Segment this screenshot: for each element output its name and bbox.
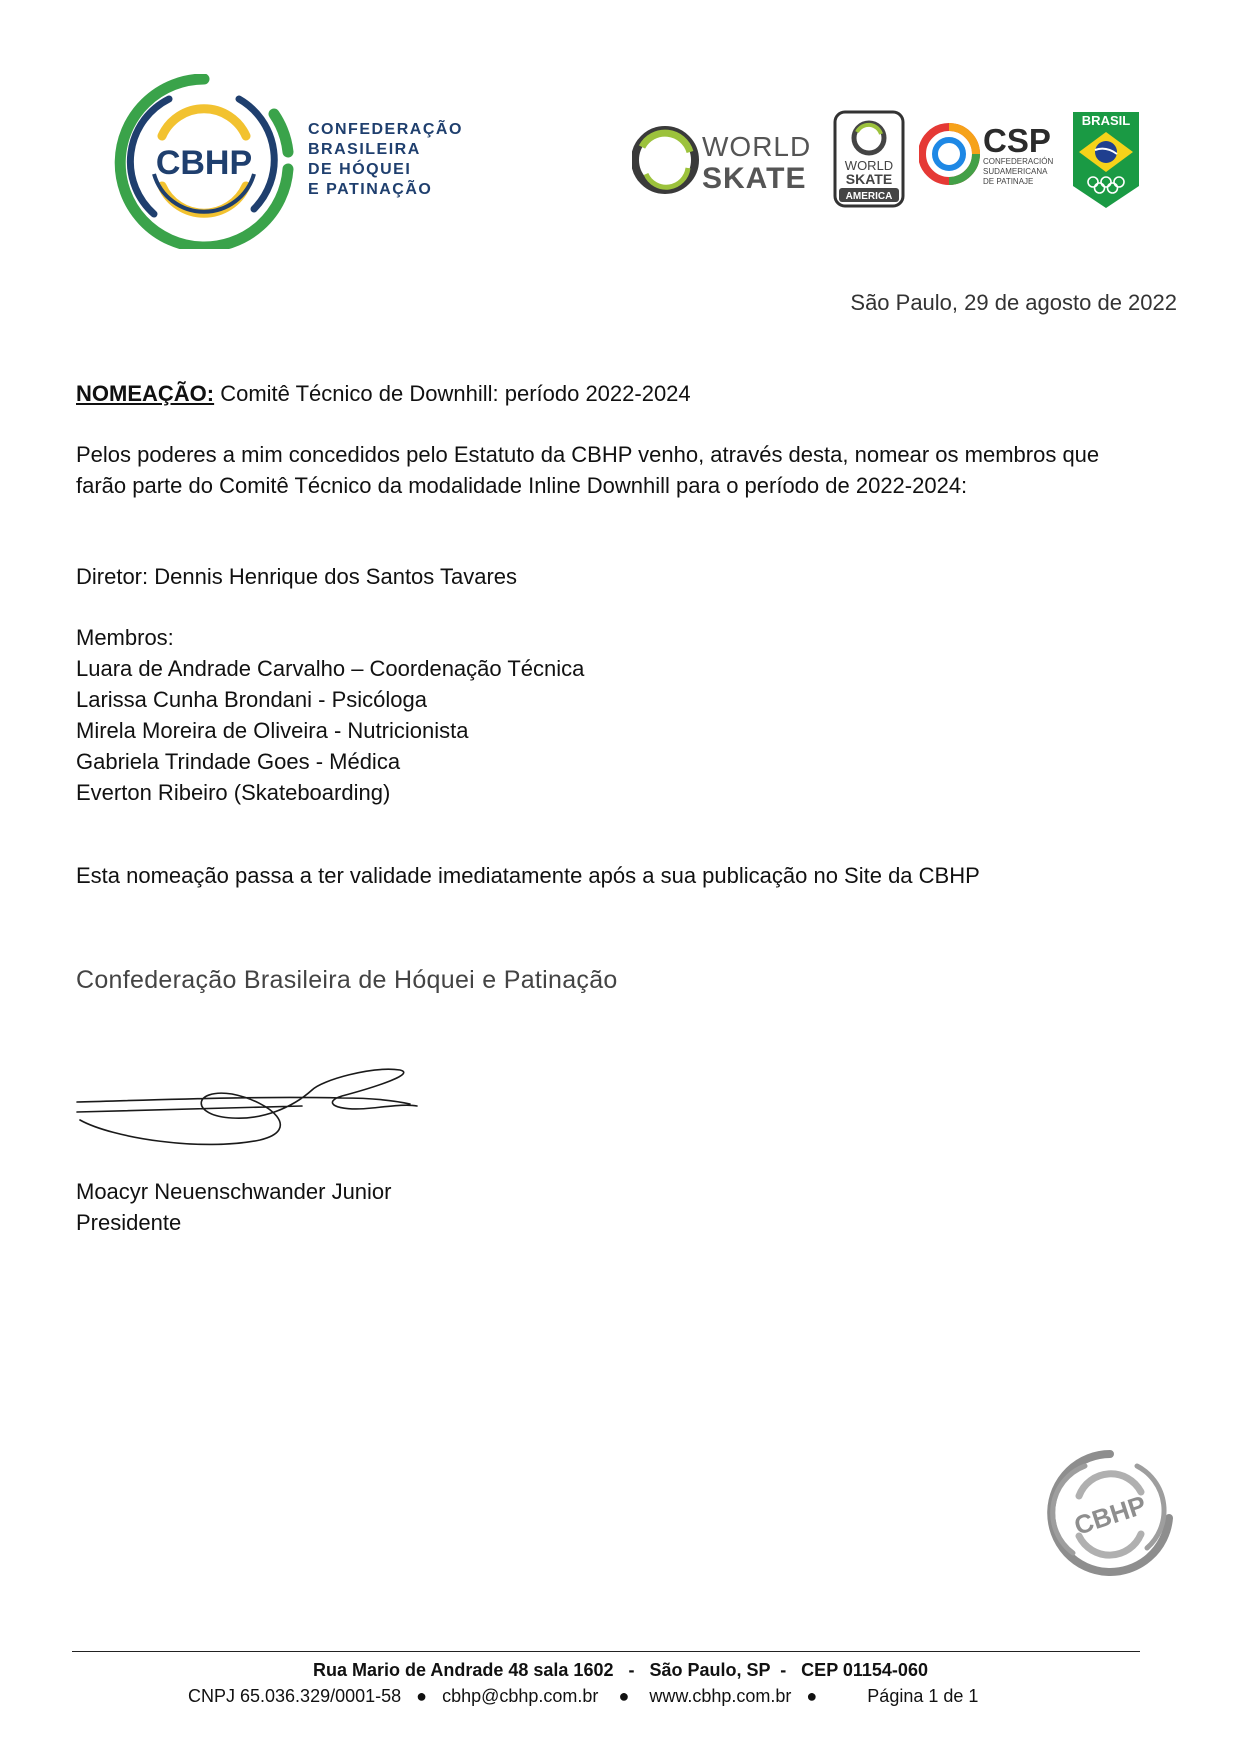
subject-label: NOMEAÇÃO: [76, 381, 215, 406]
wsa-line: SKATE [845, 171, 893, 187]
document-date: São Paulo, 29 de agosto de 2022 [850, 290, 1177, 315]
member-item: Larissa Cunha Brondani - Psicóloga [76, 687, 427, 712]
world-skate-line: SKATE [702, 162, 807, 195]
member-item: Everton Ribeiro (Skateboarding) [76, 780, 391, 805]
signatory-block [76, 1176, 392, 1238]
footer-contacts [188, 1686, 978, 1707]
cbhp-stamp-logo [1045, 1448, 1175, 1578]
handwritten-signature [72, 1060, 422, 1150]
footer-email: cbhp@cbhp.com.br [442, 1686, 599, 1706]
cbhp-name-line: BRASILEIRA [308, 141, 421, 158]
footer-page-number: Página 1 de 1 [867, 1686, 979, 1706]
csp-acronym: CSP [983, 122, 1051, 159]
members-list [76, 622, 584, 808]
cbhp-logo-name [308, 120, 463, 200]
bullet-icon: ● [416, 1686, 428, 1706]
subject-text: Comitê Técnico de Downhill: período 2022-2024 [214, 381, 691, 406]
world-skate-america-logo [833, 110, 905, 208]
csp-subtitle-line: DE PATINAJE [983, 177, 1034, 186]
world-skate-logo [632, 122, 812, 198]
subject-line [76, 378, 691, 409]
footer-address: Rua Mario de Andrade 48 sala 1602 - São Paulo, SP - CEP 01154-060 [313, 1660, 928, 1680]
csp-subtitle-line: CONFEDERACIÓN [983, 157, 1054, 166]
validity-statement: Esta nomeação passa a ter validade imediatamente após a sua publicação no Site da CBHP [76, 863, 980, 888]
director-line: Diretor: Dennis Henrique dos Santos Tavares [76, 564, 518, 589]
world-skate-line: WORLD [702, 131, 812, 162]
cbhp-name-line: DE HÓQUEI [308, 161, 412, 178]
intro-line: farão parte do Comitê Técnico da modalidade Inline Downhill para o período de 2022-2024: [76, 473, 968, 498]
member-item: Mirela Moreira de Oliveira - Nutricionista [76, 718, 469, 743]
stamp-acronym: CBHP [1070, 1489, 1150, 1541]
csp-logo [919, 116, 1054, 194]
cbhp-logo-acronym: CBHP [155, 144, 253, 182]
bullet-icon: ● [618, 1686, 630, 1706]
footer-divider [72, 1651, 1140, 1652]
signatory-title: Presidente [76, 1210, 182, 1235]
cbhp-name-line: E PATINAÇÃO [308, 181, 433, 198]
brasil-olympic-logo [1071, 110, 1141, 210]
member-item: Gabriela Trindade Goes - Médica [76, 749, 401, 774]
wsa-line: AMERICA [845, 191, 893, 202]
intro-paragraph [76, 439, 1099, 501]
members-title: Membros: [76, 625, 174, 650]
footer-website: www.cbhp.com.br [649, 1686, 792, 1706]
signatory-name: Moacyr Neuenschwander Junior [76, 1179, 392, 1204]
brasil-label: BRASIL [1081, 113, 1131, 128]
cbhp-name-line: CONFEDERAÇÃO [308, 121, 463, 138]
cbhp-logo [114, 74, 294, 249]
bullet-icon: ● [806, 1686, 818, 1706]
member-item: Luara de Andrade Carvalho – Coordenação Técnica [76, 656, 585, 681]
wsa-line: WORLD [844, 158, 894, 173]
intro-line: Pelos poderes a mim concedidos pelo Estatuto da CBHP venho, através desta, nomear os membros que [76, 442, 1100, 467]
csp-subtitle-line: SUDAMERICANA [983, 167, 1048, 176]
footer-cnpj: CNPJ 65.036.329/0001-58 [188, 1686, 402, 1706]
organization-name: Confederação Brasileira de Hóquei e Patinação [76, 966, 618, 994]
